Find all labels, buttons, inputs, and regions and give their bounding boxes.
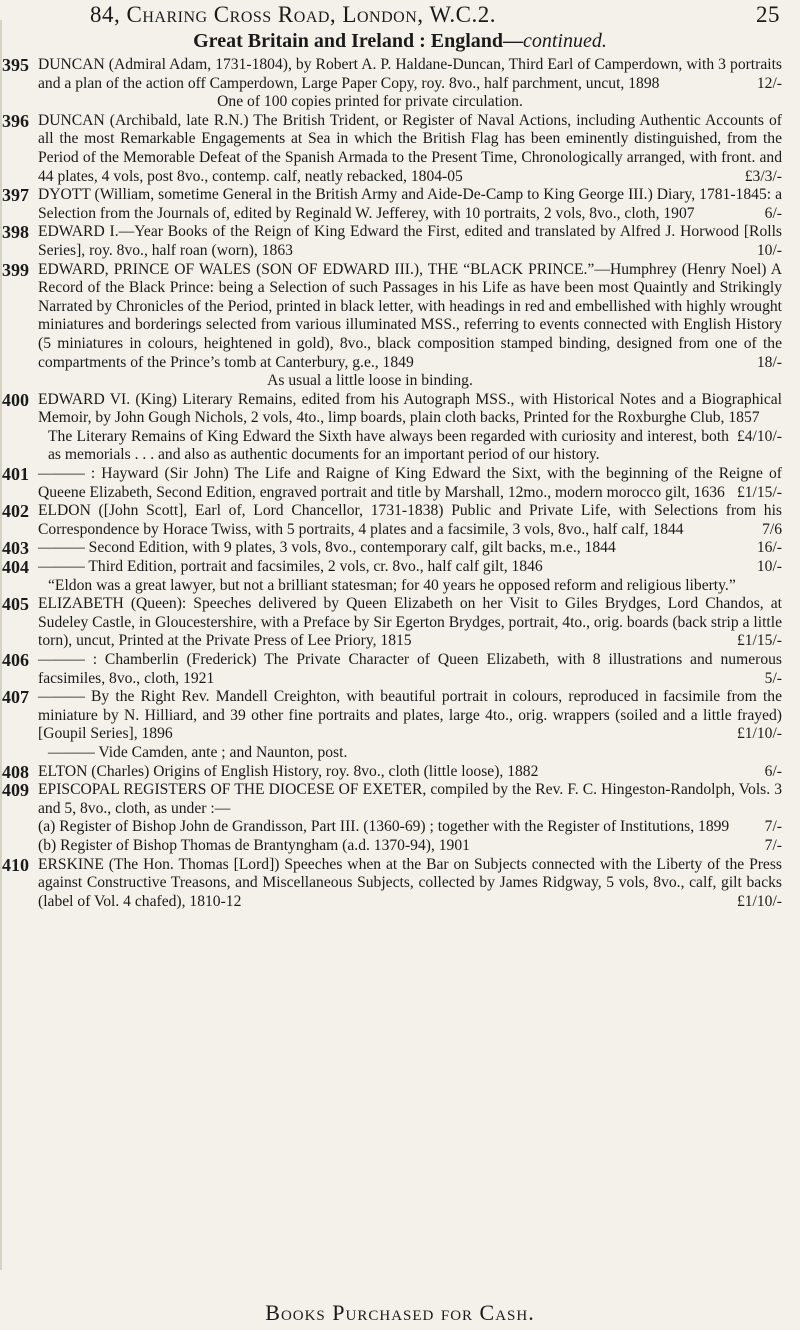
entry-price: 10/- [756,241,782,259]
entry-price: 7/- [764,818,782,836]
entry-note: One of 100 copies printed for private circulation. [217,93,523,111]
entry-text: DUNCAN (Archibald, late R.N.) The British Trident, or Register of Naval Actions, including Authentic Accounts of all the most Remarkable Engagements at Sea in which the British Flag has been eminently distinguished, from the Period of the Memorable Defeat of the Spanish Armada to the Present Time, Chronologically arranged, with front. and 44 plates, 4 vols, post 8vo., contemp. calf, neatly rebacked, 1804-05 [38,111,782,185]
entry-extra: The Literary Remains of King Edward the Sixth have always been regarded with curiosity and interest, both as memorials . . . and also as authentic documents for an important period of our history. [48,427,729,464]
entry-text: ERSKINE (The Hon. Thomas [Lord]) Speeches when at the Bar on Subjects connected with the Liberty of the Press against Constructive Treasons, and Miscellaneous Subjects, collected by James Ridgway, 5 vols, 8vo., calf, gilt backs (label of Vol. 4 chafed), 1810-12 [38,855,782,910]
entry-price: 7/- [764,836,782,854]
entry-text: ——— : Hayward (Sir John) The Life and Raigne of King Edward the Sixt, with the beginning of the Reigne of Queene Elizabeth, Second Edition, engraved portrait and title by Marshall, 12mo., modern morocco gilt, 1636 [38,465,782,501]
entry-text: ——— By the Right Rev. Mandell Creighton, with beautiful portrait in colours, reproduced in facsimile from the miniature by N. Hilliard, and 39 other fine portraits and plates, large 4to., orig. wrappers (soiled and a little frayed) [Goupil Series], 1896 [38,688,782,743]
section-title [0,30,800,53]
entry-number: 400 [2,389,29,410]
catalogue-entry [0,539,800,558]
entry-body [38,539,782,558]
entry-text: EDWARD I.—Year Books of the Reign of King Edward the First, edited and translated by Alfred J. Horwood [Rolls Series], roy. 8vo., half roan (worn), 1863 [38,223,782,259]
catalogue-entry [0,781,800,818]
shop-address: 84, Charing Cross Road, London, W.C.2. [90,2,497,27]
catalogue-entry [0,856,800,912]
entry-number: 399 [2,259,29,280]
entry-number: 407 [2,687,29,708]
page-number: 25 [756,2,780,27]
catalogue-entries [0,56,800,911]
catalogue-entry [0,391,800,465]
entry-price: 16/- [756,539,782,557]
entry-text: DYOTT (William, sometime General in the British Army and Aide-De-Camp to King George III.) Diary, 1781-1845: a Selection from the Journals of, edited by Reginald W. Jefferey, with 10 portraits, 2 vols, 8vo., cloth, 1907 [38,186,782,222]
entry-body [38,781,782,818]
entry-number: 409 [2,780,29,801]
entry-text: (b) Register of Bishop Thomas de Brantyngham (a.d. 1370-94), 1901 [38,836,470,854]
entry-price: £1/15/- [736,632,782,650]
entry-body [38,390,782,445]
entry-text: ——— : Chamberlin (Frederick) The Private Character of Queen Elizabeth, with 8 illustrations and numerous facsimiles, 8vo., cloth, 1921 [38,651,782,687]
catalogue-entry [0,112,800,186]
entry-price: £1/15/- [736,483,782,501]
catalogue-entry [0,837,800,856]
entry-text: ELDON ([John Scott], Earl of, Lord Chancellor, 1731-1838) Public and Private Life, with Selections from his Correspondence by Horace Twiss, with 5 portraits, 4 plates and a facsimile, 3 vols, 8vo., half calf, 1844 [38,502,782,538]
entry-number: 404 [2,557,29,578]
entry-body [38,112,782,186]
catalogue-entry [0,763,800,782]
catalogue-entry [0,56,800,112]
entry-body [38,837,782,856]
entry-body [38,502,782,539]
entry-body [38,595,782,651]
entry-price: £1/10/- [736,892,782,910]
entry-body [38,651,782,688]
entry-number: 398 [2,222,29,243]
entry-text: EDWARD VI. (King) Literary Remains, edited from his Autograph MSS., with Historical Notes and a Biographical Memoir, by John Gough Nichols, 2 vols, 4to., limp boards, plain cloth backs, Printed for the Roxburghe Club, 1857 [38,390,782,427]
entry-number: 395 [2,55,29,75]
catalogue-entry [0,186,800,223]
entry-number: 402 [2,501,29,522]
entry-body [38,261,782,373]
section-title-main: Great Britain and Ireland : England— [193,30,523,52]
entry-note: As usual a little loose in binding. [267,372,473,390]
entry-body [38,56,782,93]
entry-text: ——— Third Edition, portrait and facsimiles, 2 vols, cr. 8vo., half calf gilt, 1846 [38,558,543,576]
entry-price: 10/- [756,558,782,576]
entry-number: 401 [2,464,29,485]
entry-body [38,763,782,782]
entry-text: EPISCOPAL REGISTERS OF THE DIOCESE OF EXETER, compiled by the Rev. F. C. Hingeston-Randolph, Vols. 3 and 5, 8vo., cloth, as under :— [38,781,782,817]
entry-price: £1/10/- [736,725,782,743]
entry-number: 405 [2,594,29,615]
entry-body [38,223,782,260]
entry-price: £4/10/- [736,427,782,445]
entry-price: 6/- [764,762,782,780]
entry-text: ELIZABETH (Queen): Speeches delivered by Queen Elizabeth on her Visit to Giles Brydges, Lord Chandos, at Sudeley Castle, in Gloucestershire, with a Preface by Sir Egerton Brydges, portrait, 4to., orig. boards (back strip a little torn), uncut, Printed at the Private Press of Lee Priory, 1815 [38,595,782,650]
catalogue-entry [0,558,800,595]
entry-text: ELTON (Charles) Origins of English History, roy. 8vo., cloth (little loose), 1882 [38,762,539,780]
entry-extra: “Eldon was a great lawyer, but not a brilliant statesman; for 40 years he opposed reform and religious liberty.” [48,576,736,594]
entry-body [38,186,782,223]
entry-price: 6/- [764,204,782,222]
entry-body [38,856,782,912]
entry-price: 18/- [756,353,782,371]
catalogue-entry [0,502,800,539]
entry-number: 410 [2,854,29,875]
catalogue-entry [0,651,800,688]
entry-text: ——— Second Edition, with 9 plates, 3 vols, 8vo., contemporary calf, gilt backs, m.e., 1844 [38,539,616,557]
entry-number: 396 [2,110,29,131]
catalogue-entry [0,223,800,260]
entry-body [38,818,782,837]
entry-text: DUNCAN (Admiral Adam, 1731-1804), by Robert A. P. Haldane-Duncan, Third Earl of Camperdown, with 3 portraits and a plan of the action off Camperdown, Large Paper Copy, roy. 8vo., half parchment, uncut, 1898 [38,56,782,92]
entry-price: £3/3/- [744,167,782,185]
catalogue-entry [0,261,800,391]
page-header [90,0,790,34]
page-footer: Books Purchased for Cash. [265,1300,535,1325]
catalogue-entry [0,688,800,762]
entry-price: 12/- [756,74,782,92]
entry-number: 403 [2,538,29,559]
entry-text: EDWARD, PRINCE OF WALES (SON OF EDWARD III.), THE “BLACK PRINCE.”—Humphrey (Henry Noel) A Record of the Black Prince: being a Selection of such Passages in his Life as have been most Quaintly and Strikingly Narrated by Chronicles of the Period, printed in black letter, with headings in red and embellished with highly wrought miniatures and borderings selected from various illuminated MSS., referring to events connected with English History (5 miniatures in colours, heightened in gold), 8vo., black composition stamped binding, designed from one of the compartments of the Prince’s tomb at Canterbury, g.e., 1849 [38,260,782,371]
entry-number: 397 [2,185,29,206]
catalogue-entry [0,818,800,837]
entry-price: 7/6 [762,520,782,538]
section-title-continued: continued. [523,30,607,52]
entry-number: 406 [2,650,29,670]
catalogue-entry [0,465,800,502]
entry-body [38,558,782,577]
entry-body [38,465,782,502]
catalogue-entry [0,595,800,651]
entry-number: 408 [2,761,29,782]
entry-text: (a) Register of Bishop John de Grandisson, Part III. (1360-69) ; together with the Register of Institutions, 1899 [38,818,730,836]
entry-body [38,688,782,744]
entry-price: 5/- [764,669,782,687]
entry-extra: ——— Vide Camden, ante ; and Naunton, post. [48,743,348,761]
